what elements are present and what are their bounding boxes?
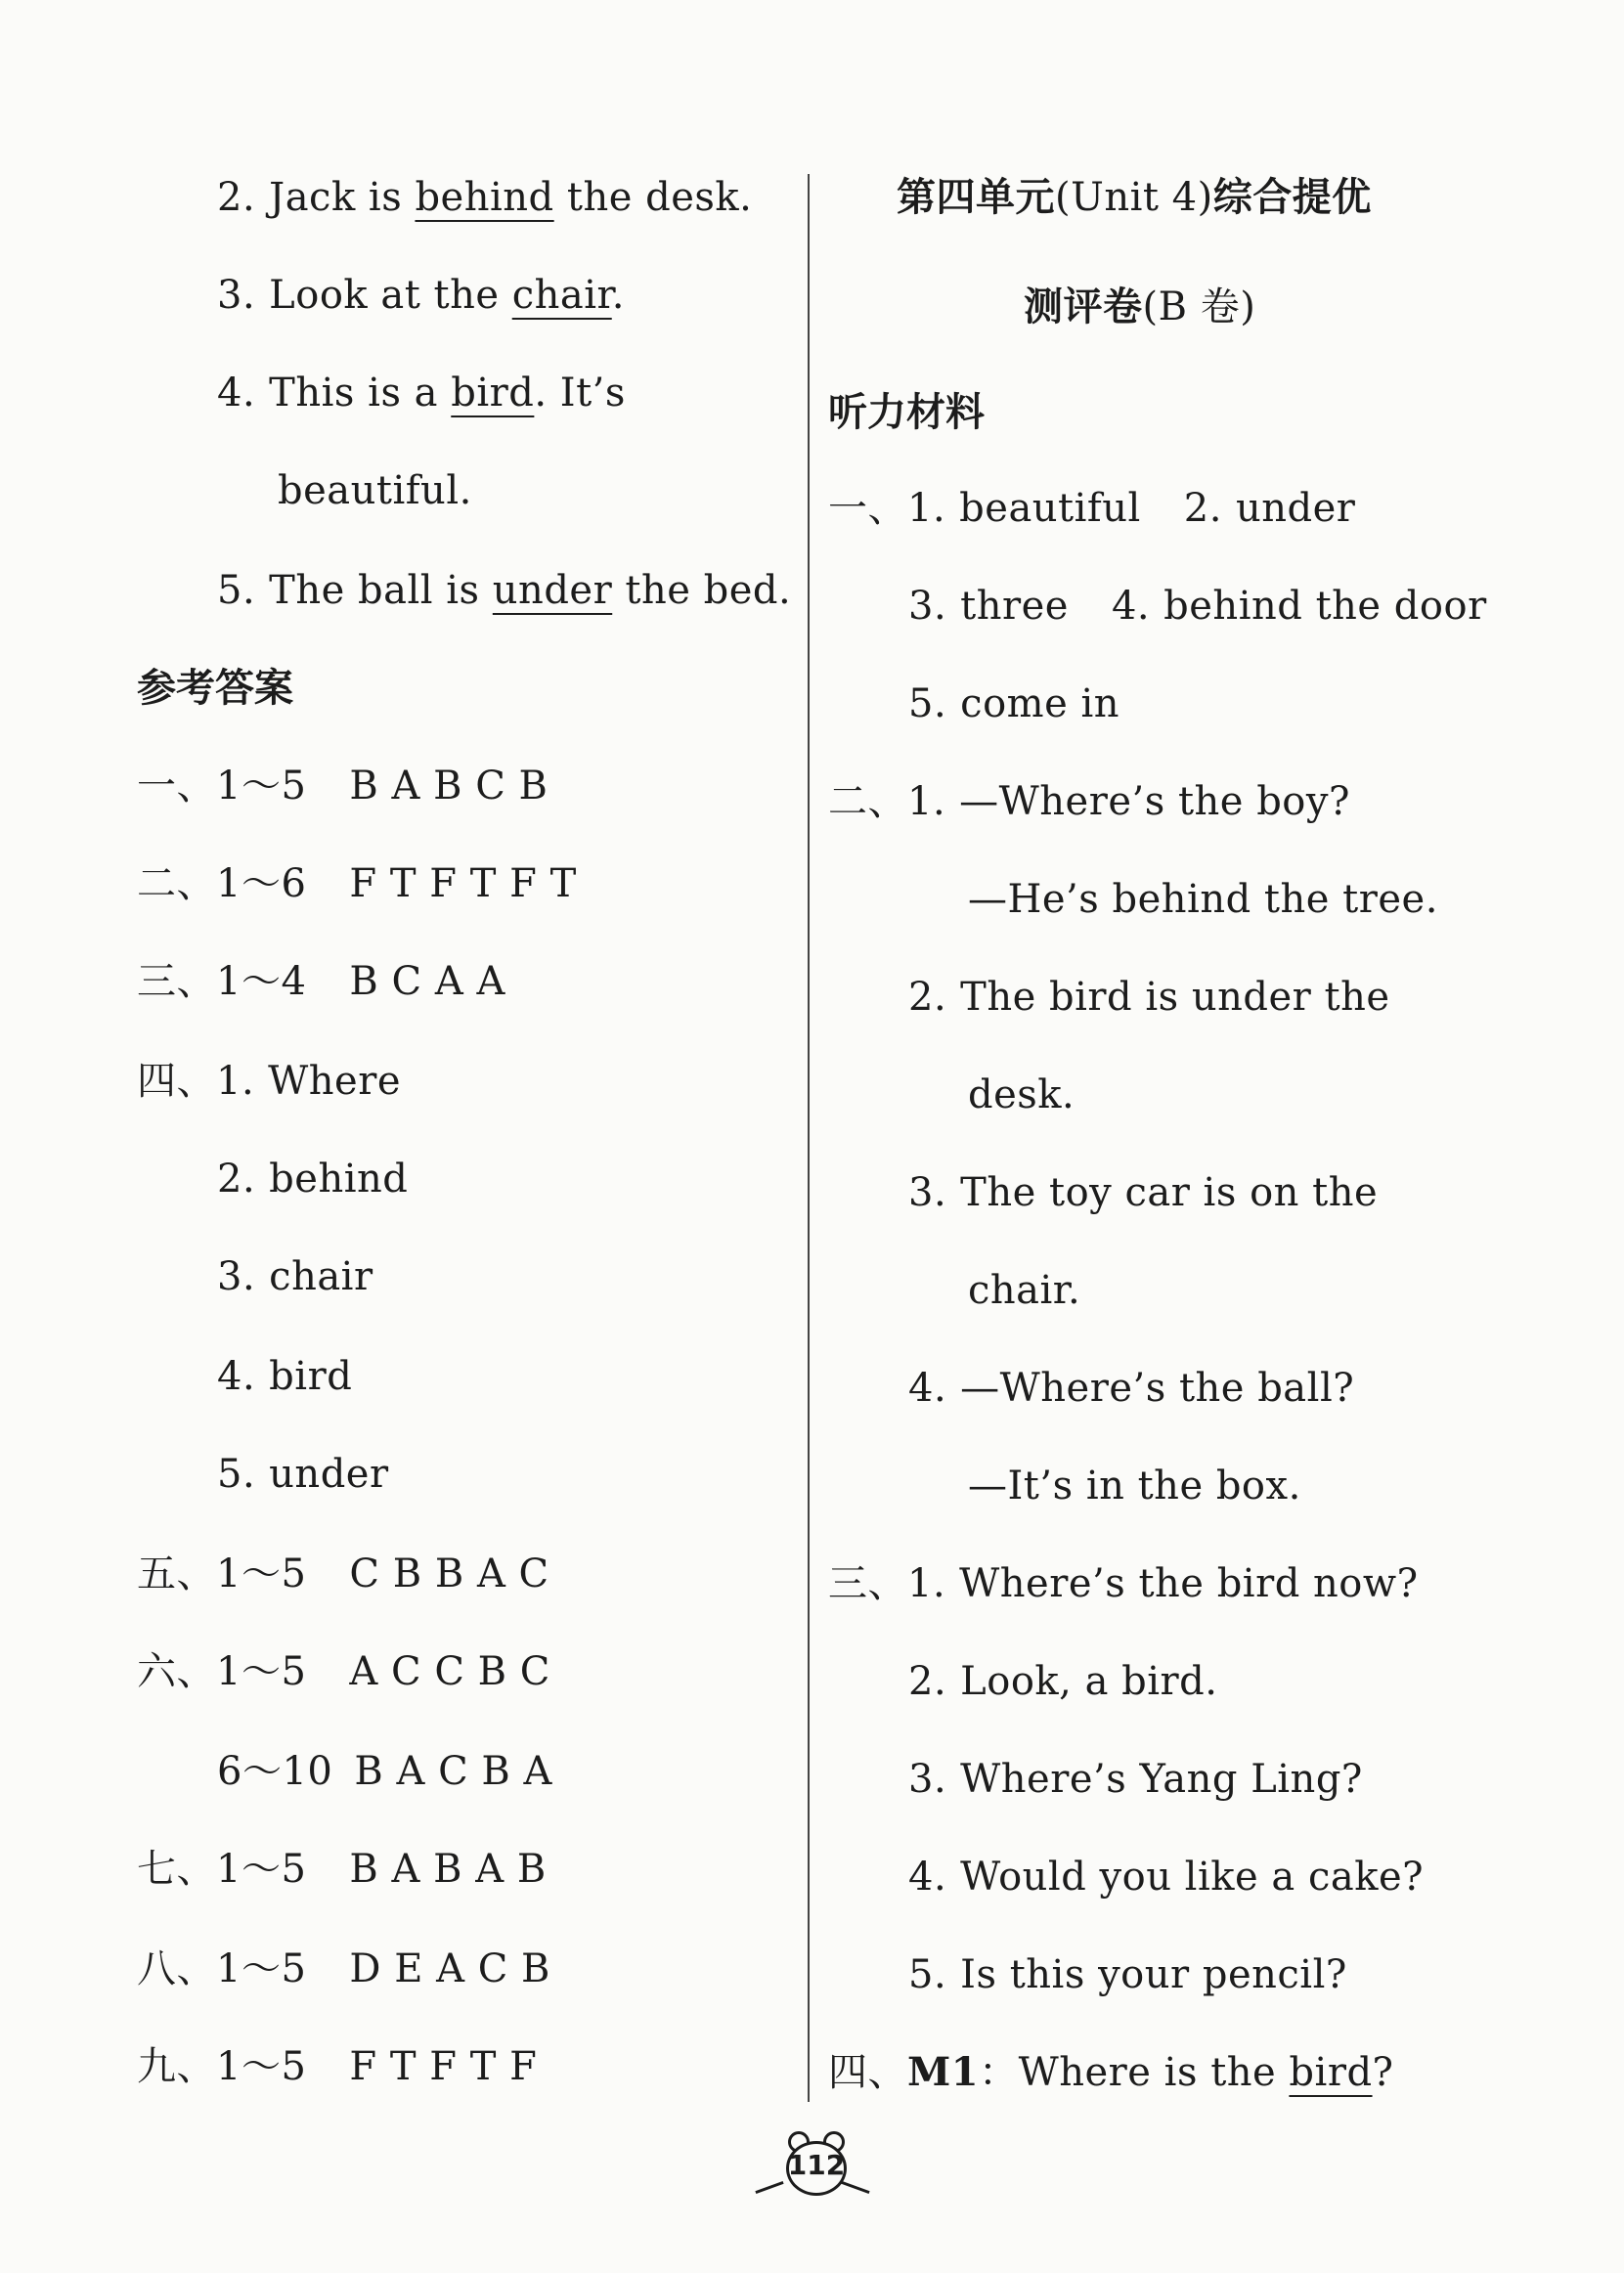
listening-item-4: 4. This is a bird. It’s	[217, 371, 626, 415]
listening-heading: 听力材料	[828, 390, 985, 435]
section-3-item: 三、1. Where’s the bird now?	[828, 1561, 1419, 1606]
answer-row: 六、1～5 A C C B C	[137, 1649, 550, 1694]
answer-row: 2. behind	[217, 1157, 409, 1202]
column-divider	[808, 174, 810, 2102]
answer-row: 三、1～4 B C A A	[137, 959, 505, 1004]
page-number: 112	[787, 2149, 846, 2181]
section-2-item: —It’s in the box.	[968, 1464, 1301, 1508]
item-number: 5.	[217, 568, 256, 613]
answer-row: 八、1～5 D E A C B	[137, 1946, 550, 1991]
speaker-label: M1	[907, 2049, 980, 2095]
section-2-item: —He’s behind the tree.	[968, 877, 1438, 922]
answer-row: 九、1～5 F T F T F	[137, 2044, 538, 2089]
answer-row: 四、1. Where	[137, 1059, 402, 1104]
section-2-item: desk.	[968, 1072, 1075, 1117]
section-1-line-1: 一、1. beautiful 2. under	[828, 486, 1356, 531]
answer-underlined: under	[492, 568, 613, 613]
section-1-line-2: 3. three 4. behind the door	[908, 584, 1487, 629]
section-3-item: 5. Is this your pencil?	[908, 1952, 1347, 1997]
unit-title: 第四单元(Unit 4)综合提优	[897, 175, 1372, 220]
unit-subtitle: 测评卷(B 卷)	[1024, 284, 1256, 329]
section-2-item: chair.	[968, 1268, 1081, 1313]
answer-row: 3. chair	[217, 1254, 373, 1299]
answer-row: 5. under	[217, 1452, 389, 1497]
item-number: 3.	[217, 273, 256, 318]
listening-item-2: 2. Jack is behind the desk.	[217, 175, 753, 220]
answer-underlined: bird	[1289, 2050, 1373, 2095]
badge-leg-icon	[755, 2181, 783, 2194]
answer-row: 一、1～5 B A B C B	[137, 764, 549, 809]
answer-row: 4. bird	[217, 1354, 353, 1399]
item-number: 4.	[217, 371, 256, 415]
section-4-item: 四、M1：Where is the bird?	[828, 2049, 1394, 2095]
page-number-badge	[743, 2131, 880, 2200]
answer-underlined: bird	[451, 371, 535, 415]
answer-row: 七、1～5 B A B A B	[137, 1847, 547, 1892]
listening-item-4-cont: beautiful.	[278, 468, 472, 513]
item-number: 2.	[217, 175, 256, 220]
section-3-item: 3. Where’s Yang Ling?	[908, 1757, 1363, 1802]
answer-row: 6～10 B A C B A	[217, 1749, 552, 1794]
section-3-item: 2. Look, a bird.	[908, 1659, 1218, 1704]
section-1-line-3: 5. come in	[908, 681, 1120, 726]
answer-underlined: chair	[511, 273, 612, 318]
section-2-item: 2. The bird is under the	[908, 975, 1390, 1020]
answer-underlined: behind	[415, 175, 554, 220]
section-3-item: 4. Would you like a cake?	[908, 1855, 1425, 1900]
section-2-item: 3. The toy car is on the	[908, 1170, 1379, 1215]
listening-item-3: 3. Look at the chair.	[217, 273, 625, 318]
section-2-item: 4. —Where’s the ball?	[908, 1366, 1355, 1411]
section-2-item: 二、1. —Where’s the boy?	[828, 779, 1350, 824]
answers-heading: 参考答案	[137, 666, 293, 711]
answer-row: 二、1～6 F T F T F T	[137, 861, 577, 906]
answer-row: 五、1～5 C B B A C	[137, 1552, 549, 1596]
listening-item-5: 5. The ball is under the bed.	[217, 568, 792, 613]
badge-leg-icon	[841, 2181, 869, 2194]
